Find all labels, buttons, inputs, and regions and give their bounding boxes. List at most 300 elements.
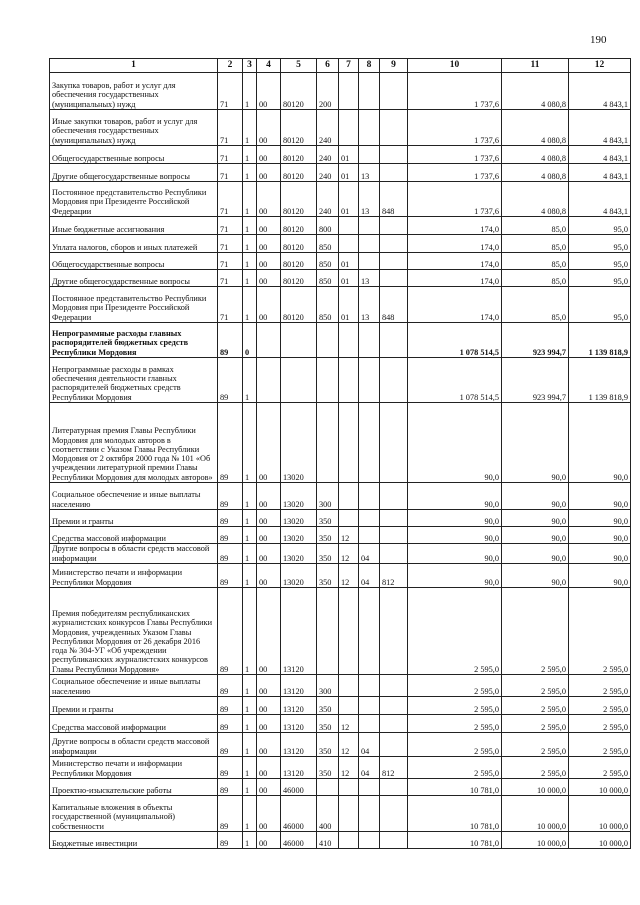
row-cell-col4: 00 — [257, 675, 281, 697]
row-cell-col9 — [380, 588, 408, 675]
table-row — [50, 73, 631, 110]
row-cell-col4: 00 — [257, 483, 281, 510]
row-description: Средства массовой информации — [50, 715, 218, 733]
row-cell-col2: 71 — [218, 235, 243, 253]
row-cell-col11: 90,0 — [502, 403, 569, 483]
row-cell-col7: 01 — [339, 253, 359, 270]
row-cell-col11: 923 994,7 — [502, 358, 569, 403]
row-cell-col11: 2 595,0 — [502, 588, 569, 675]
row-cell-col3: 1 — [243, 832, 257, 849]
row-cell-col11: 2 595,0 — [502, 697, 569, 715]
row-cell-col3: 1 — [243, 235, 257, 253]
row-cell-col10: 2 595,0 — [408, 697, 502, 715]
row-cell-col8 — [359, 715, 380, 733]
row-description: Министерство печати и информации Республики Мордовия — [50, 757, 218, 779]
row-cell-col3: 1 — [243, 564, 257, 588]
row-cell-col4: 00 — [257, 779, 281, 796]
row-cell-col3: 1 — [243, 733, 257, 757]
row-cell-col3: 1 — [243, 164, 257, 182]
row-cell-col8 — [359, 358, 380, 403]
row-description: Иные бюджетные ассигнования — [50, 217, 218, 235]
row-description: Иные закупки товаров, работ и услуг для обеспечения государственных (муниципальных) нужд — [50, 110, 218, 146]
row-description: Непрограммные расходы главных распорядителей бюджетных средств Республики Мордовия — [50, 323, 218, 358]
row-description: Другие вопросы в области средств массовой информации — [50, 544, 218, 564]
row-cell-col11: 90,0 — [502, 527, 569, 544]
col-header: 2 — [218, 59, 243, 73]
row-cell-col2: 89 — [218, 527, 243, 544]
row-cell-col9 — [380, 544, 408, 564]
row-cell-col3: 1 — [243, 675, 257, 697]
row-cell-col10: 174,0 — [408, 287, 502, 323]
row-cell-col12: 90,0 — [569, 403, 631, 483]
row-description: Проектно-изыскательские работы — [50, 779, 218, 796]
row-cell-col7 — [339, 697, 359, 715]
row-cell-col9 — [380, 164, 408, 182]
row-cell-col7 — [339, 588, 359, 675]
row-cell-col2: 89 — [218, 483, 243, 510]
table-header — [50, 59, 631, 73]
row-cell-col8 — [359, 832, 380, 849]
row-cell-col6 — [317, 323, 339, 358]
row-cell-col4: 00 — [257, 164, 281, 182]
row-cell-col11: 90,0 — [502, 510, 569, 527]
row-cell-col7 — [339, 110, 359, 146]
row-cell-col8: 04 — [359, 544, 380, 564]
row-description: Другие общегосударственные вопросы — [50, 164, 218, 182]
row-cell-col10: 1 737,6 — [408, 164, 502, 182]
row-cell-col4: 00 — [257, 832, 281, 849]
row-cell-col5: 80120 — [281, 146, 317, 164]
col-header: 9 — [380, 59, 408, 73]
row-cell-col5: 13120 — [281, 715, 317, 733]
table-row — [50, 323, 631, 358]
row-cell-col4: 00 — [257, 235, 281, 253]
col-header: 10 — [408, 59, 502, 73]
row-cell-col3: 1 — [243, 358, 257, 403]
row-cell-col10: 1 737,6 — [408, 73, 502, 110]
row-cell-col3: 1 — [243, 182, 257, 217]
table-row — [50, 588, 631, 675]
col-header: 8 — [359, 59, 380, 73]
row-cell-col7: 01 — [339, 287, 359, 323]
row-cell-col10: 90,0 — [408, 510, 502, 527]
row-cell-col3: 1 — [243, 779, 257, 796]
table-row — [50, 544, 631, 564]
row-cell-col4: 00 — [257, 403, 281, 483]
row-cell-col5: 13120 — [281, 757, 317, 779]
row-cell-col6: 350 — [317, 757, 339, 779]
row-cell-col12: 4 843,1 — [569, 110, 631, 146]
row-cell-col12: 4 843,1 — [569, 146, 631, 164]
row-cell-col10: 174,0 — [408, 235, 502, 253]
row-cell-col3: 1 — [243, 527, 257, 544]
table-row — [50, 832, 631, 849]
row-cell-col7: 01 — [339, 270, 359, 287]
row-cell-col5: 80120 — [281, 253, 317, 270]
row-cell-col10: 90,0 — [408, 403, 502, 483]
row-cell-col9 — [380, 217, 408, 235]
row-cell-col2: 71 — [218, 182, 243, 217]
table-row — [50, 796, 631, 832]
row-cell-col3: 1 — [243, 110, 257, 146]
row-cell-col7: 12 — [339, 544, 359, 564]
row-cell-col9 — [380, 697, 408, 715]
row-cell-col11: 4 080,8 — [502, 146, 569, 164]
row-cell-col8 — [359, 403, 380, 483]
row-cell-col5: 80120 — [281, 235, 317, 253]
row-cell-col11: 90,0 — [502, 544, 569, 564]
row-cell-col4 — [257, 358, 281, 403]
row-cell-col6: 300 — [317, 675, 339, 697]
row-cell-col6: 850 — [317, 287, 339, 323]
page-number: 190 — [590, 34, 607, 46]
row-cell-col12: 10 000,0 — [569, 832, 631, 849]
row-cell-col2: 89 — [218, 779, 243, 796]
row-cell-col5: 46000 — [281, 779, 317, 796]
row-cell-col6: 350 — [317, 544, 339, 564]
row-cell-col7 — [339, 832, 359, 849]
table-row — [50, 779, 631, 796]
row-cell-col2: 89 — [218, 544, 243, 564]
row-cell-col12: 2 595,0 — [569, 757, 631, 779]
col-header: 11 — [502, 59, 569, 73]
row-cell-col8: 04 — [359, 733, 380, 757]
row-cell-col7 — [339, 358, 359, 403]
row-cell-col3: 1 — [243, 510, 257, 527]
row-cell-col6: 410 — [317, 832, 339, 849]
row-cell-col11: 923 994,7 — [502, 323, 569, 358]
row-cell-col8: 13 — [359, 287, 380, 323]
budget-table — [49, 58, 631, 849]
row-cell-col7 — [339, 779, 359, 796]
row-cell-col7 — [339, 235, 359, 253]
row-cell-col2: 71 — [218, 73, 243, 110]
row-cell-col8 — [359, 217, 380, 235]
row-cell-col5: 80120 — [281, 73, 317, 110]
row-cell-col6: 350 — [317, 564, 339, 588]
row-cell-col12: 2 595,0 — [569, 675, 631, 697]
row-cell-col8 — [359, 588, 380, 675]
row-cell-col3: 1 — [243, 73, 257, 110]
row-cell-col2: 89 — [218, 697, 243, 715]
row-cell-col4: 00 — [257, 217, 281, 235]
row-description: Социальное обеспечение и иные выплаты населению — [50, 675, 218, 697]
row-cell-col11: 2 595,0 — [502, 715, 569, 733]
table-row — [50, 510, 631, 527]
row-cell-col10: 90,0 — [408, 483, 502, 510]
row-cell-col6: 350 — [317, 733, 339, 757]
row-cell-col2: 89 — [218, 733, 243, 757]
row-cell-col12: 2 595,0 — [569, 588, 631, 675]
row-cell-col4: 00 — [257, 757, 281, 779]
col-header: 5 — [281, 59, 317, 73]
row-cell-col7 — [339, 796, 359, 832]
row-cell-col2: 89 — [218, 358, 243, 403]
row-cell-col9 — [380, 832, 408, 849]
row-cell-col11: 2 595,0 — [502, 675, 569, 697]
row-cell-col11: 4 080,8 — [502, 182, 569, 217]
row-cell-col8: 13 — [359, 164, 380, 182]
row-cell-col8 — [359, 73, 380, 110]
row-cell-col10: 174,0 — [408, 270, 502, 287]
table-row — [50, 146, 631, 164]
table-row — [50, 757, 631, 779]
row-cell-col4: 00 — [257, 715, 281, 733]
row-cell-col5: 13020 — [281, 483, 317, 510]
row-cell-col5: 13120 — [281, 733, 317, 757]
row-cell-col5 — [281, 323, 317, 358]
row-cell-col10: 90,0 — [408, 564, 502, 588]
row-cell-col8 — [359, 483, 380, 510]
row-cell-col10: 2 595,0 — [408, 588, 502, 675]
table-row — [50, 733, 631, 757]
row-cell-col7 — [339, 73, 359, 110]
col-header: 1 — [50, 59, 218, 73]
row-cell-col8 — [359, 796, 380, 832]
table-row — [50, 403, 631, 483]
row-cell-col9 — [380, 675, 408, 697]
row-cell-col9 — [380, 527, 408, 544]
row-cell-col5 — [281, 358, 317, 403]
table-row — [50, 287, 631, 323]
row-cell-col12: 1 139 818,9 — [569, 323, 631, 358]
row-cell-col12: 10 000,0 — [569, 779, 631, 796]
row-cell-col5: 13020 — [281, 527, 317, 544]
row-cell-col10: 1 737,6 — [408, 182, 502, 217]
row-cell-col8: 04 — [359, 564, 380, 588]
table-row — [50, 358, 631, 403]
row-cell-col11: 90,0 — [502, 564, 569, 588]
row-cell-col6: 240 — [317, 164, 339, 182]
row-cell-col12: 95,0 — [569, 270, 631, 287]
row-cell-col5: 80120 — [281, 182, 317, 217]
row-cell-col4: 00 — [257, 527, 281, 544]
row-cell-col9 — [380, 110, 408, 146]
row-cell-col11: 2 595,0 — [502, 757, 569, 779]
table-row — [50, 527, 631, 544]
row-cell-col6: 200 — [317, 73, 339, 110]
row-cell-col4: 00 — [257, 697, 281, 715]
row-cell-col9 — [380, 779, 408, 796]
row-cell-col2: 89 — [218, 832, 243, 849]
row-cell-col10: 2 595,0 — [408, 675, 502, 697]
row-cell-col4: 00 — [257, 287, 281, 323]
row-cell-col2: 89 — [218, 564, 243, 588]
row-cell-col9: 812 — [380, 564, 408, 588]
row-cell-col2: 71 — [218, 253, 243, 270]
table-row — [50, 675, 631, 697]
row-cell-col5: 13120 — [281, 697, 317, 715]
row-cell-col2: 89 — [218, 403, 243, 483]
row-cell-col8 — [359, 323, 380, 358]
row-description: Постоянное представительство Республики Мордовия при Президенте Российской Федерации — [50, 182, 218, 217]
row-cell-col10: 174,0 — [408, 217, 502, 235]
row-cell-col7 — [339, 483, 359, 510]
row-cell-col6: 350 — [317, 510, 339, 527]
row-cell-col8 — [359, 779, 380, 796]
row-cell-col6: 850 — [317, 253, 339, 270]
row-description: Закупка товаров, работ и услуг для обеспечения государственных (муниципальных) нужд — [50, 73, 218, 110]
row-cell-col8 — [359, 146, 380, 164]
row-cell-col9 — [380, 733, 408, 757]
row-cell-col7 — [339, 403, 359, 483]
row-cell-col2: 89 — [218, 510, 243, 527]
row-cell-col5: 13020 — [281, 403, 317, 483]
table-row — [50, 564, 631, 588]
row-cell-col2: 71 — [218, 110, 243, 146]
row-cell-col10: 1 737,6 — [408, 146, 502, 164]
row-cell-col10: 10 781,0 — [408, 779, 502, 796]
row-cell-col3: 1 — [243, 796, 257, 832]
row-description: Премии и гранты — [50, 697, 218, 715]
row-cell-col5: 13020 — [281, 510, 317, 527]
row-cell-col5: 80120 — [281, 287, 317, 323]
header-row — [50, 59, 631, 73]
row-cell-col12: 95,0 — [569, 253, 631, 270]
row-cell-col12: 90,0 — [569, 510, 631, 527]
row-cell-col12: 1 139 818,9 — [569, 358, 631, 403]
row-cell-col11: 10 000,0 — [502, 779, 569, 796]
row-cell-col4: 00 — [257, 544, 281, 564]
row-cell-col3: 1 — [243, 483, 257, 510]
row-cell-col4: 00 — [257, 588, 281, 675]
row-cell-col11: 4 080,8 — [502, 164, 569, 182]
row-cell-col10: 90,0 — [408, 544, 502, 564]
row-cell-col7: 01 — [339, 164, 359, 182]
row-cell-col6 — [317, 358, 339, 403]
row-cell-col9 — [380, 510, 408, 527]
row-cell-col9: 848 — [380, 182, 408, 217]
table-row — [50, 182, 631, 217]
row-cell-col6: 850 — [317, 270, 339, 287]
row-cell-col12: 2 595,0 — [569, 697, 631, 715]
row-cell-col11: 85,0 — [502, 253, 569, 270]
row-cell-col4: 00 — [257, 796, 281, 832]
row-cell-col5: 80120 — [281, 110, 317, 146]
table-row — [50, 270, 631, 287]
row-cell-col8: 04 — [359, 757, 380, 779]
row-cell-col7: 01 — [339, 182, 359, 217]
row-cell-col9 — [380, 235, 408, 253]
row-cell-col5: 13020 — [281, 544, 317, 564]
table-row — [50, 235, 631, 253]
row-cell-col3: 1 — [243, 253, 257, 270]
row-cell-col9 — [380, 403, 408, 483]
row-cell-col10: 90,0 — [408, 527, 502, 544]
row-cell-col11: 85,0 — [502, 287, 569, 323]
row-cell-col11: 4 080,8 — [502, 73, 569, 110]
row-cell-col10: 2 595,0 — [408, 757, 502, 779]
row-description: Общегосударственные вопросы — [50, 146, 218, 164]
row-cell-col8 — [359, 527, 380, 544]
row-cell-col3: 1 — [243, 544, 257, 564]
row-cell-col8: 13 — [359, 270, 380, 287]
row-cell-col11: 90,0 — [502, 483, 569, 510]
table-row — [50, 697, 631, 715]
row-cell-col10: 10 781,0 — [408, 832, 502, 849]
table-body — [50, 73, 631, 849]
row-cell-col6 — [317, 779, 339, 796]
row-cell-col6: 300 — [317, 483, 339, 510]
row-description: Литературная премия Главы Республики Мордовия для молодых авторов в соответствии с Указом Главы Республики Мордовия от 2 октября 2000 года № 101 «Об учреждении литературной премии Главы Республики Мордовия для молодых авторов» — [50, 403, 218, 483]
row-cell-col2: 71 — [218, 146, 243, 164]
row-cell-col2: 71 — [218, 164, 243, 182]
row-cell-col9 — [380, 715, 408, 733]
row-cell-col11: 2 595,0 — [502, 733, 569, 757]
row-cell-col2: 71 — [218, 217, 243, 235]
table-row — [50, 483, 631, 510]
row-cell-col12: 4 843,1 — [569, 73, 631, 110]
row-cell-col3: 1 — [243, 697, 257, 715]
row-description: Средства массовой информации — [50, 527, 218, 544]
row-cell-col3: 1 — [243, 588, 257, 675]
col-header: 12 — [569, 59, 631, 73]
row-description: Социальное обеспечение и иные выплаты населению — [50, 483, 218, 510]
row-cell-col8 — [359, 697, 380, 715]
row-description: Капитальные вложения в объекты государственной (муниципальной) собственности — [50, 796, 218, 832]
row-cell-col6: 800 — [317, 217, 339, 235]
row-cell-col6 — [317, 588, 339, 675]
row-cell-col9 — [380, 73, 408, 110]
row-description: Премии и гранты — [50, 510, 218, 527]
row-cell-col10: 10 781,0 — [408, 796, 502, 832]
row-cell-col9 — [380, 253, 408, 270]
table-row — [50, 217, 631, 235]
col-header: 3 — [243, 59, 257, 73]
row-cell-col6: 400 — [317, 796, 339, 832]
row-cell-col3: 1 — [243, 146, 257, 164]
row-cell-col12: 95,0 — [569, 235, 631, 253]
row-cell-col12: 2 595,0 — [569, 733, 631, 757]
col-header: 4 — [257, 59, 281, 73]
row-cell-col6: 350 — [317, 527, 339, 544]
row-cell-col11: 85,0 — [502, 235, 569, 253]
table-row — [50, 164, 631, 182]
row-cell-col8 — [359, 110, 380, 146]
row-cell-col4: 00 — [257, 733, 281, 757]
row-cell-col2: 89 — [218, 323, 243, 358]
row-description: Уплата налогов, сборов и иных платежей — [50, 235, 218, 253]
row-cell-col6: 350 — [317, 697, 339, 715]
row-description: Постоянное представительство Республики Мордовия при Президенте Российской Федерации — [50, 287, 218, 323]
col-header: 6 — [317, 59, 339, 73]
row-cell-col3: 0 — [243, 323, 257, 358]
row-cell-col8 — [359, 235, 380, 253]
row-cell-col8 — [359, 253, 380, 270]
row-cell-col2: 71 — [218, 270, 243, 287]
row-cell-col7: 12 — [339, 757, 359, 779]
row-cell-col2: 89 — [218, 588, 243, 675]
row-cell-col9 — [380, 323, 408, 358]
row-cell-col7 — [339, 323, 359, 358]
row-cell-col10: 2 595,0 — [408, 715, 502, 733]
row-cell-col12: 2 595,0 — [569, 715, 631, 733]
row-cell-col4: 00 — [257, 564, 281, 588]
row-cell-col2: 71 — [218, 287, 243, 323]
row-cell-col9 — [380, 358, 408, 403]
row-cell-col4 — [257, 323, 281, 358]
row-cell-col8: 13 — [359, 182, 380, 217]
row-cell-col8 — [359, 675, 380, 697]
col-header: 7 — [339, 59, 359, 73]
row-cell-col2: 89 — [218, 675, 243, 697]
row-cell-col12: 4 843,1 — [569, 182, 631, 217]
row-cell-col7 — [339, 217, 359, 235]
row-cell-col11: 4 080,8 — [502, 110, 569, 146]
row-cell-col3: 1 — [243, 270, 257, 287]
row-cell-col12: 95,0 — [569, 287, 631, 323]
row-cell-col4: 00 — [257, 270, 281, 287]
